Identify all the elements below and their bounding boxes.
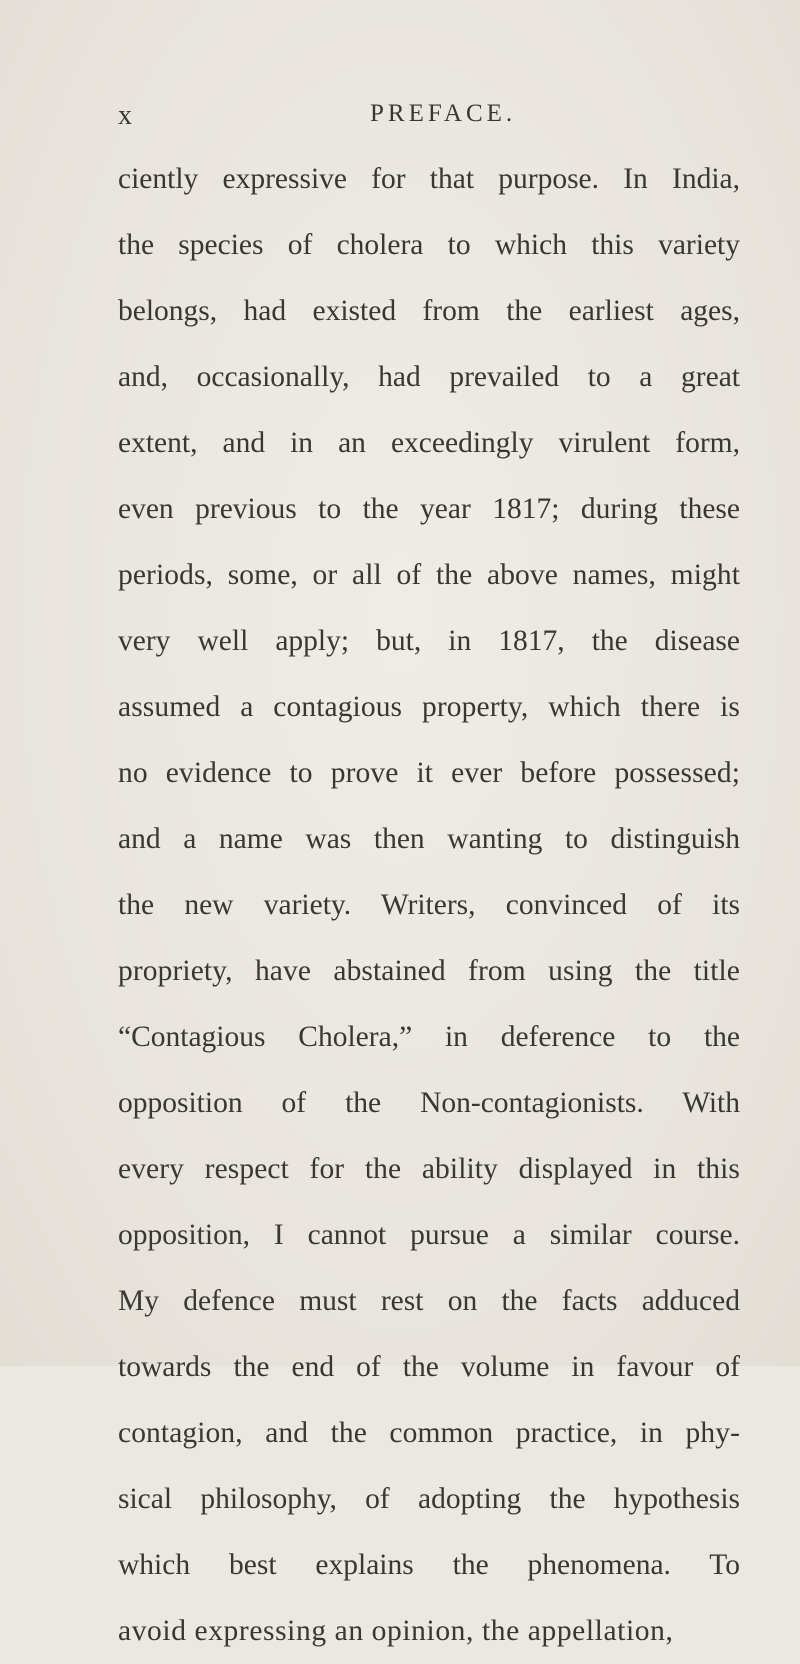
text-line: My defence must rest on the facts adduced [118, 1285, 740, 1317]
text-line: “Contagious Cholera,” in deference to the [118, 1021, 740, 1053]
text-line: opposition of the Non-contagionists. With [118, 1087, 740, 1119]
body-text [118, 146, 740, 1664]
text-line: the new variety. Writers, convinced of its [118, 889, 740, 921]
text-line: periods, some, or all of the above names, might [118, 559, 740, 591]
text-line: towards the end of the volume in favour of [118, 1351, 740, 1383]
text-line: propriety, have abstained from using the title [118, 955, 740, 987]
text-line: belongs, had existed from the earliest ages, [118, 295, 740, 327]
text-line: ciently expressive for that purpose. In India, [118, 163, 740, 195]
text-line: opposition, I cannot pursue a similar course. [118, 1219, 740, 1251]
text-line: every respect for the ability displayed in this [118, 1153, 740, 1185]
text-line: sical philosophy, of adopting the hypothesis [118, 1483, 740, 1515]
text-line: contagion, and the common practice, in phy- [118, 1417, 740, 1449]
text-line: and a name was then wanting to distinguish [118, 823, 740, 855]
text-line: the species of cholera to which this variety [118, 229, 740, 261]
text-line: extent, and in an exceedingly virulent form, [118, 427, 740, 459]
text-line: and, occasionally, had prevailed to a great [118, 361, 740, 393]
text-line: avoid expressing an opinion, the appellation, [118, 1615, 674, 1647]
running-title: PREFACE. [370, 100, 517, 127]
running-head [0, 100, 800, 140]
text-line: no evidence to prove it ever before possessed; [118, 757, 740, 789]
text-line: which best explains the phenomena. To [118, 1549, 740, 1581]
page-number: x [118, 100, 133, 131]
text-line: even previous to the year 1817; during these [118, 493, 740, 525]
text-line: assumed a contagious property, which there is [118, 691, 740, 723]
text-line: very well apply; but, in 1817, the disease [118, 625, 740, 657]
